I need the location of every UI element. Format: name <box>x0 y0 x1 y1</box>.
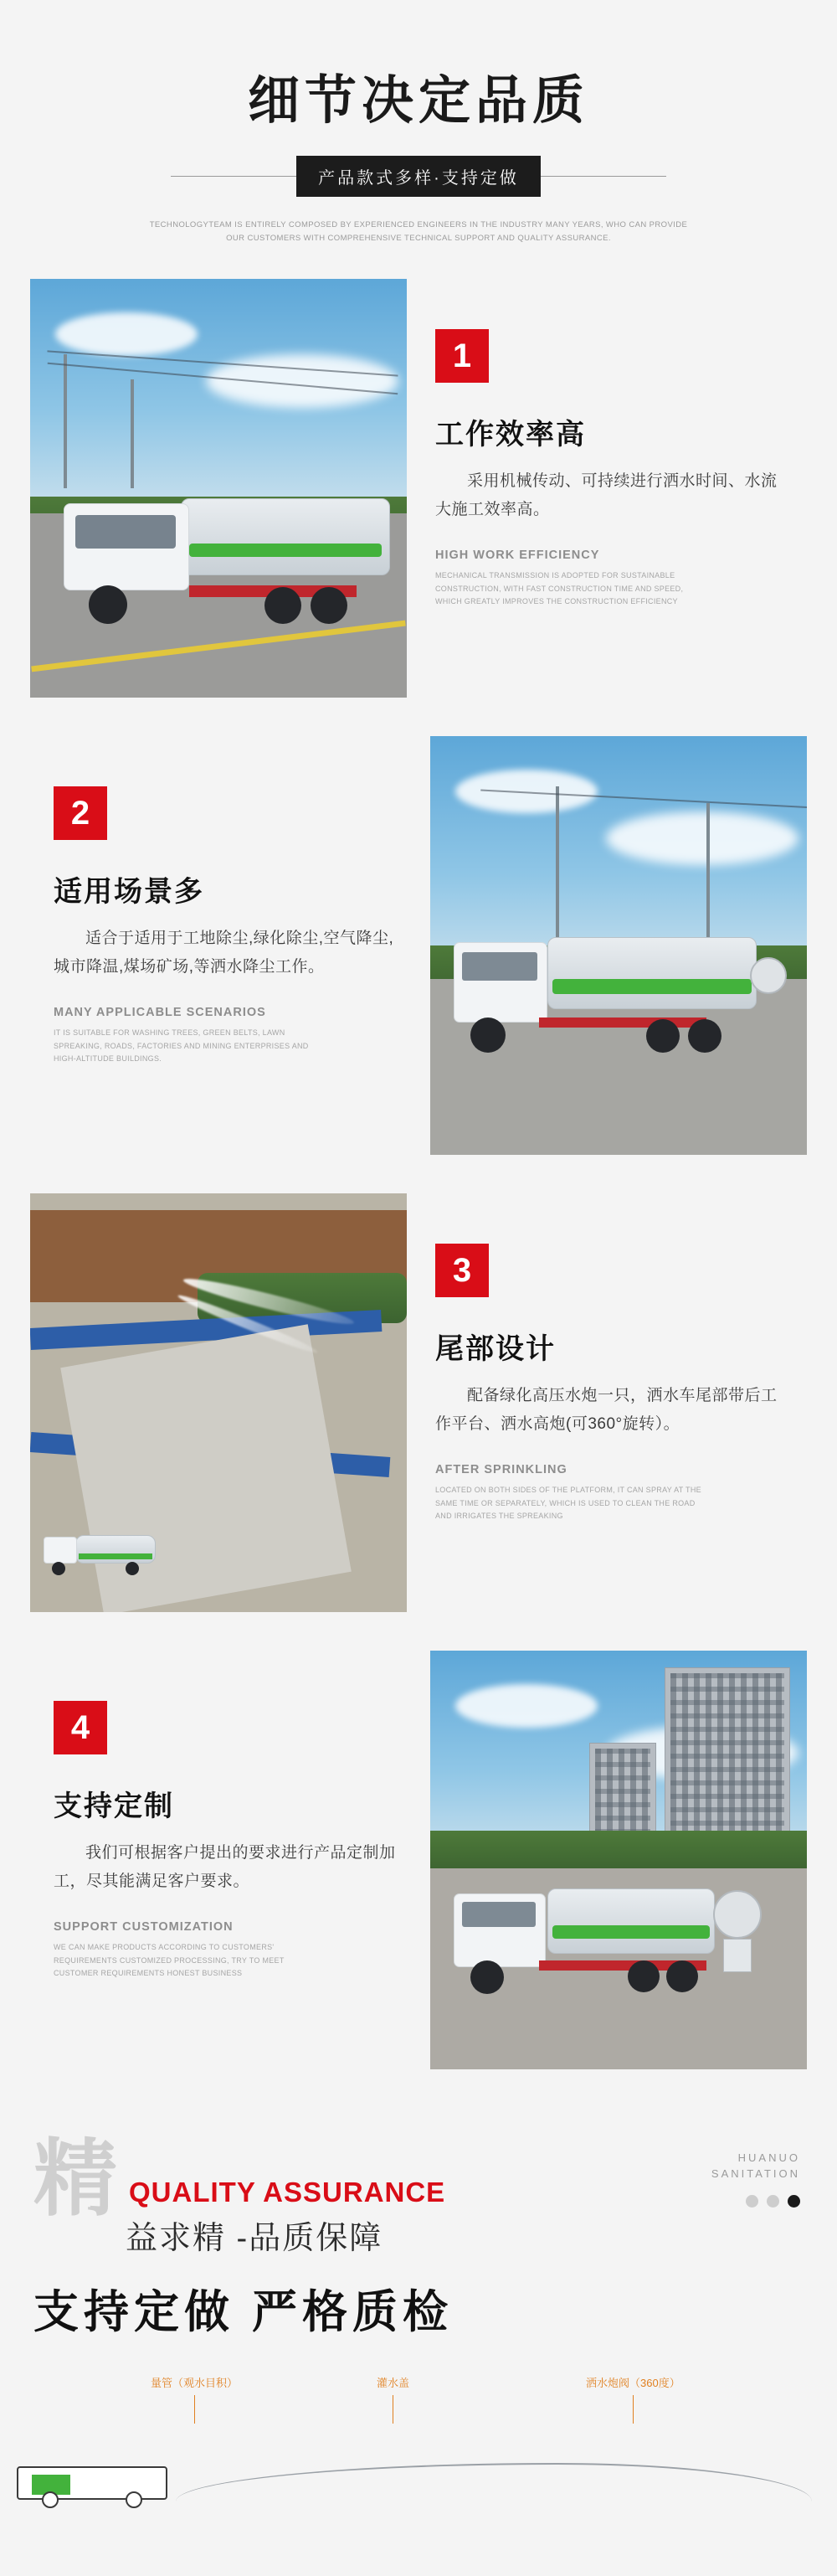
brand-subtitle: SANITATION <box>711 2167 800 2181</box>
header-en-line1: TECHNOLOGYTEAM IS ENTIRELY COMPOSED BY EXPERIENCED ENGINEERS IN THE INDUSTRY MANY YEARS, WHO CAN PROVIDE <box>149 220 688 229</box>
header-en-line2: OUR CUSTOMERS WITH COMPREHENSIVE TECHNICAL SUPPORT AND QUALITY ASSURANCE. <box>226 234 611 244</box>
callout-1-leader <box>194 2395 195 2424</box>
feature-2-text <box>30 736 430 1066</box>
divider-left <box>171 176 296 177</box>
feature-1-number: 1 <box>435 329 489 383</box>
callout-3: 洒水炮阀（360度） <box>586 2374 680 2424</box>
carousel-dot-3[interactable] <box>788 2195 800 2208</box>
qa-big-char: 精 <box>33 2132 117 2227</box>
feature-3-number: 3 <box>435 1244 489 1297</box>
carousel-dots[interactable] <box>711 2195 800 2208</box>
page-header <box>0 0 837 279</box>
header-english-text <box>0 219 837 245</box>
feature-block-2 <box>0 736 837 1155</box>
feature-3-en-title: AFTER SPRINKLING <box>435 1462 567 1476</box>
brand-name: HUANUO <box>737 2151 800 2165</box>
feature-block-1 <box>0 279 837 698</box>
qa-top-row <box>33 2132 804 2227</box>
feature-block-3 <box>0 1193 837 1612</box>
diagram-truck <box>17 2456 167 2508</box>
feature-1-en-desc: MECHANICAL TRANSMISSION IS ADOPTED FOR SUSTAINABLE CONSTRUCTION, WITH FAST CONSTRUCTION TIME AND SPEED, WHICH GREATLY IMPROVES THE CONSTRUCTION EFFICIENCY <box>435 570 684 606</box>
feature-4-en-desc: WE CAN MAKE PRODUCTS ACCORDING TO CUSTOMERS' REQUIREMENTS CUSTOMIZED PROCESSING, TRY TO MEET CUSTOMER REQUIREMENTS HONEST BUSINESS <box>54 1942 285 1978</box>
carousel-dot-2[interactable] <box>767 2195 779 2208</box>
feature-4-desc: 我们可根据客户提出的要求进行产品定制加工，尽其能满足客户要求。 <box>54 1844 396 1890</box>
diagram-tank-outline <box>176 2463 812 2501</box>
feature-1-photo <box>30 279 407 698</box>
feature-4-title: 支持定制 <box>54 1790 174 1823</box>
title-divider <box>0 156 837 197</box>
feature-3-title: 尾部设计 <box>435 1333 556 1366</box>
subtitle-bar: 产品款式多样·支持定做 <box>296 156 541 197</box>
page-title: 细节决定品质 <box>247 72 589 130</box>
brand-mark <box>711 2151 800 2208</box>
feature-2-title: 适用场景多 <box>54 876 204 909</box>
qa-line-3: 支持定做 严格质检 <box>33 2287 454 2338</box>
qa-line-2: 益求精 -品质保障 <box>126 2221 383 2257</box>
diagram-wheel-front <box>42 2491 59 2508</box>
feature-2-en-desc: IT IS SUITABLE FOR WASHING TREES, GREEN BELTS, LAWN SPREAKING, ROADS, FACTORIES AND MINING ENTERPRISES AND HIGH-ALTITUDE BUILDINGS. <box>54 1028 309 1064</box>
feature-2-photo <box>430 736 807 1155</box>
feature-2-en-title: MANY APPLICABLE SCENARIOS <box>54 1005 266 1019</box>
feature-1-title: 工作效率高 <box>435 419 586 451</box>
feature-3-en-desc: LOCATED ON BOTH SIDES OF THE PLATFORM, IT CAN SPRAY AT THE SAME TIME OR SEPARATELY, WHICH IS USED TO CLEAN THE ROAD AND IRRIGATES THE SPREAKING <box>435 1485 701 1521</box>
diagram-wheel-rear <box>126 2491 142 2508</box>
callout-3-leader <box>633 2395 634 2424</box>
feature-4-number: 4 <box>54 1701 107 1754</box>
feature-3-desc: 配备绿化高压水炮一只，洒水车尾部带后工作平台、洒水高炮(可360°旋转）。 <box>435 1387 778 1433</box>
feature-3-text <box>407 1193 807 1523</box>
divider-right <box>541 176 666 177</box>
callout-1: 量管（观水目积） <box>151 2374 238 2424</box>
component-diagram <box>0 2374 837 2508</box>
feature-2-desc: 适合于适用于工地除尘,绿化除尘,空气降尘,城市降温,煤场矿场,等洒水降尘工作。 <box>54 930 394 976</box>
feature-1-text <box>407 279 807 609</box>
qa-english-title: QUALITY ASSURANCE <box>129 2177 446 2208</box>
feature-4-en-title: SUPPORT CUSTOMIZATION <box>54 1919 234 1934</box>
feature-block-4 <box>0 1651 837 2069</box>
feature-2-number: 2 <box>54 786 107 840</box>
callout-2: 灌水盖 <box>377 2374 409 2424</box>
feature-1-en-title: HIGH WORK EFFICIENCY <box>435 548 600 562</box>
feature-4-text <box>30 1651 430 1981</box>
feature-1-desc: 采用机械传动、可持续进行洒水时间、水流大施工效率高。 <box>435 472 778 518</box>
feature-3-photo <box>30 1193 407 1612</box>
feature-4-photo <box>430 1651 807 2069</box>
carousel-dot-1[interactable] <box>746 2195 758 2208</box>
quality-assurance-banner <box>0 2108 837 2349</box>
